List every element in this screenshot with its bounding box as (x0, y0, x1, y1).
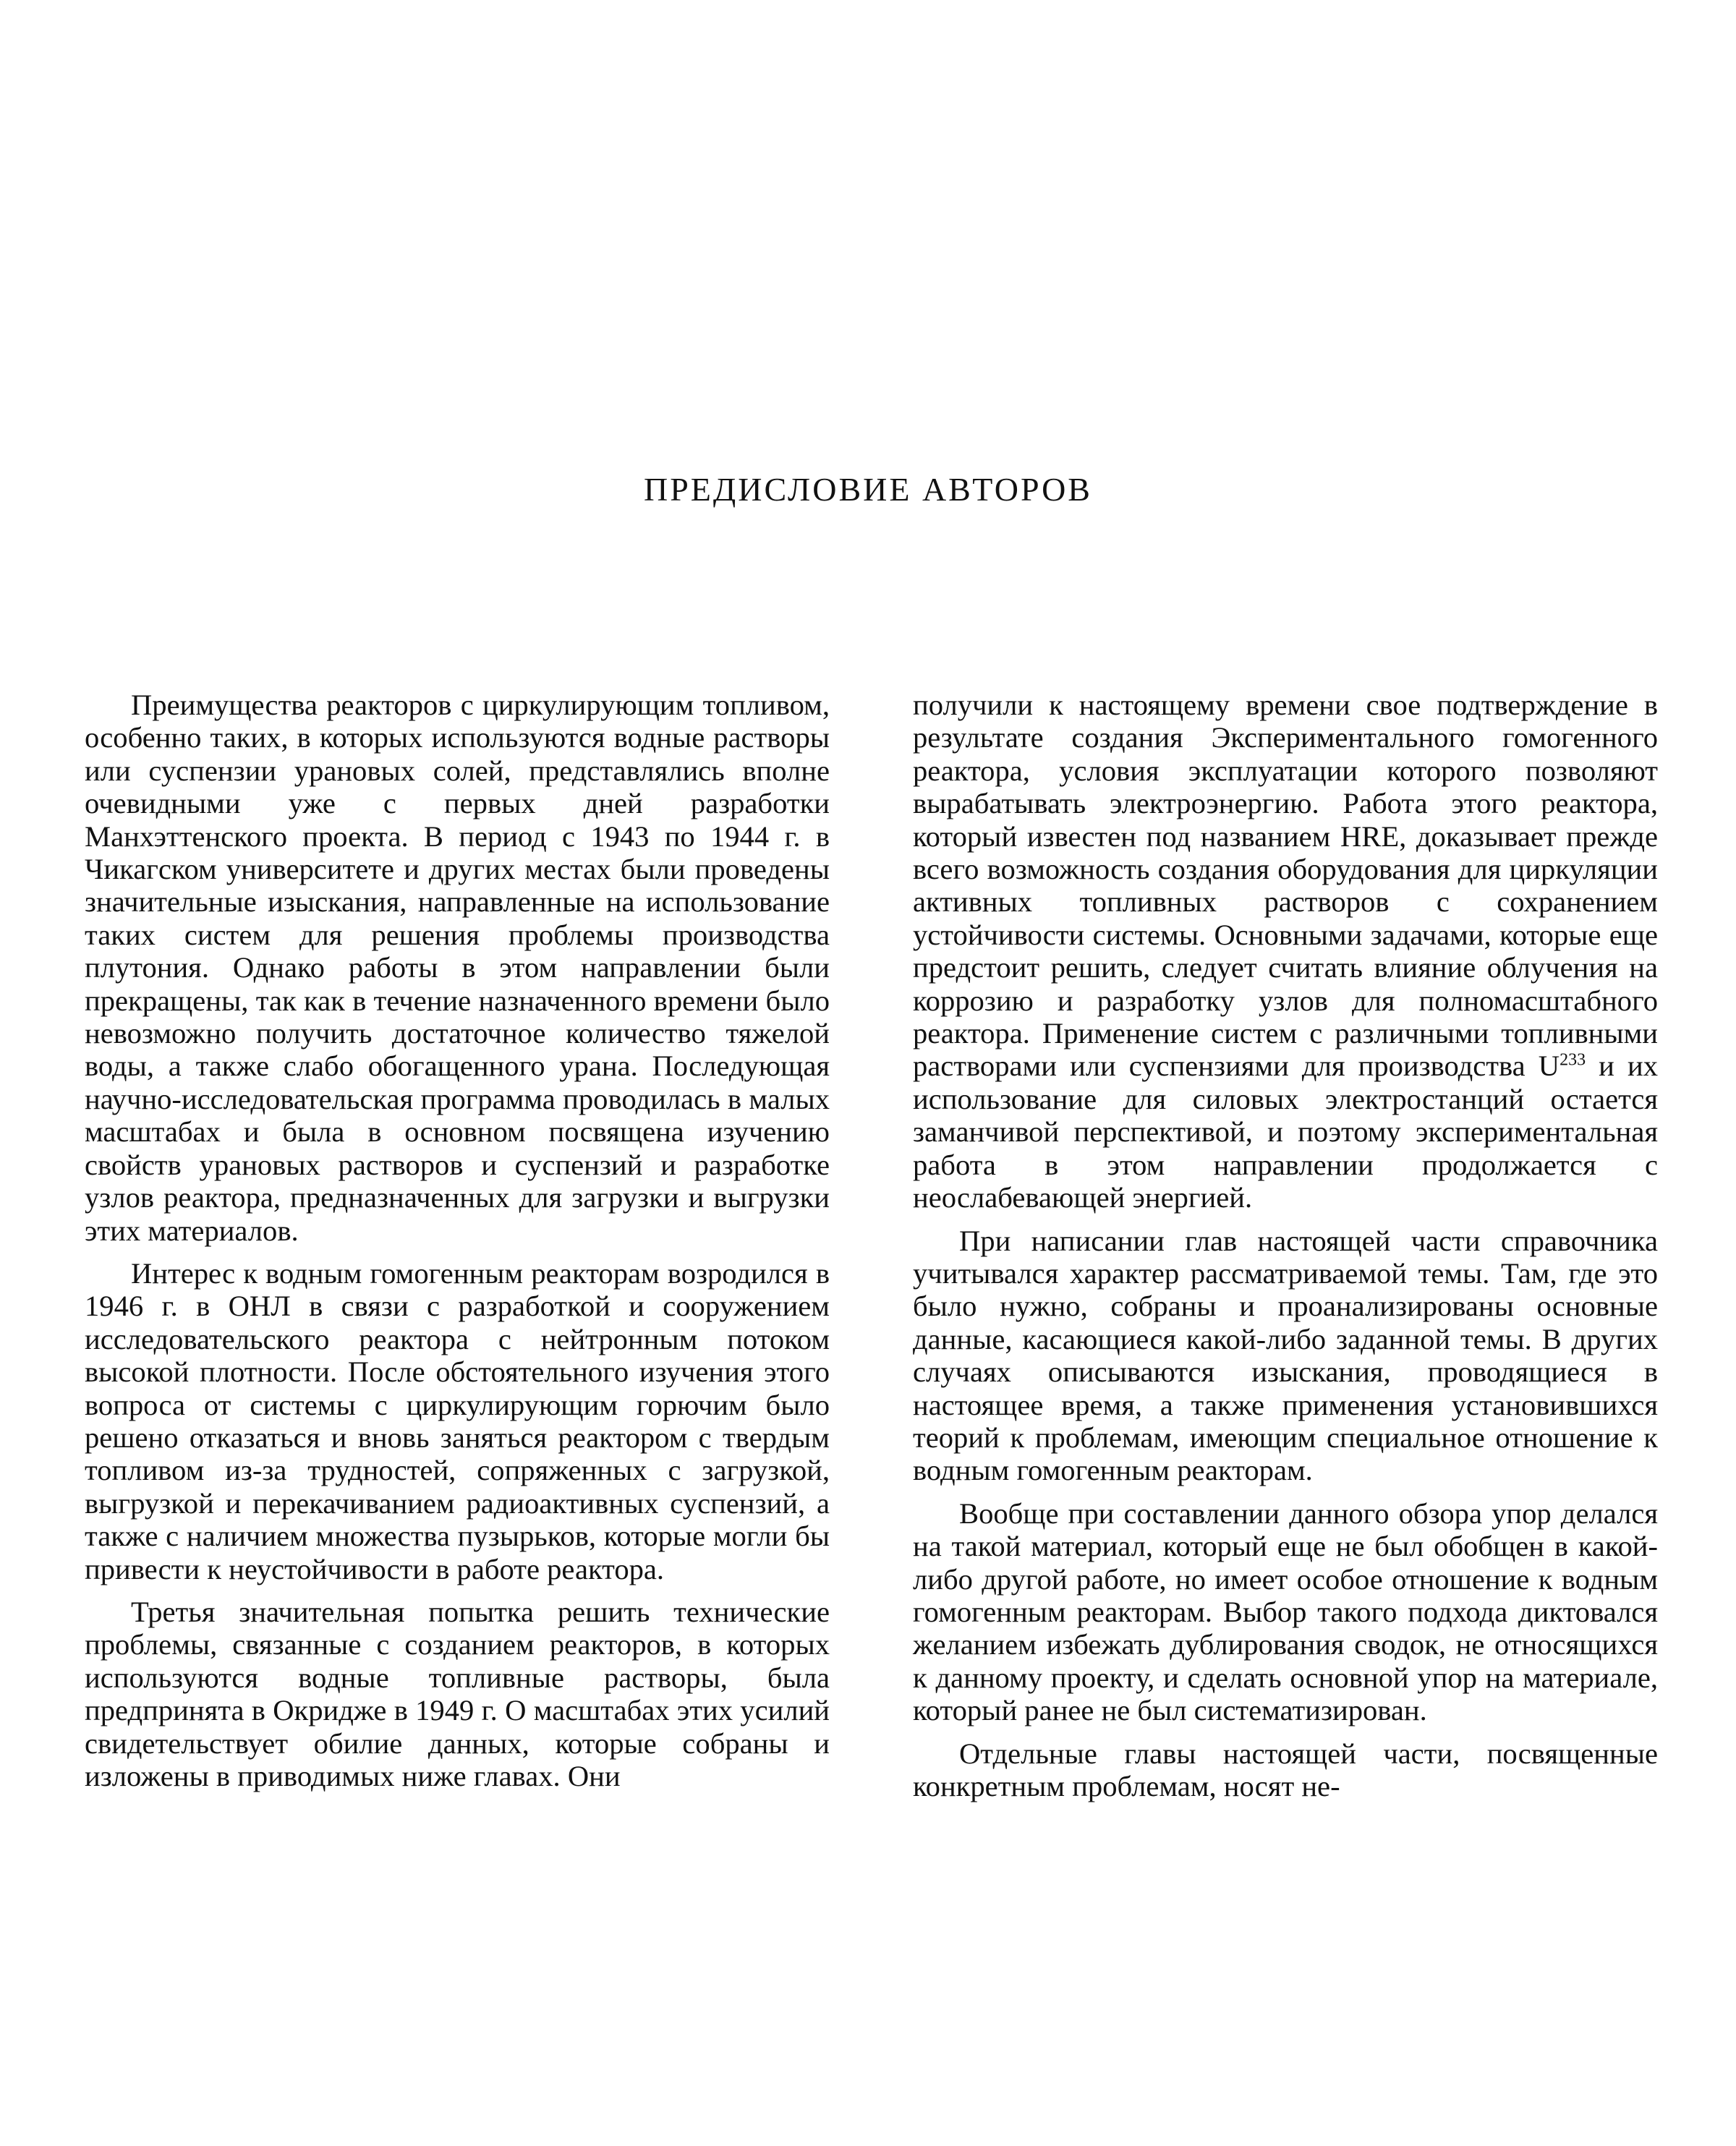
paragraph-text: получили к настоящему времени свое подтверждение в результате создания Экспериментального гомогенного реактора, условия эксплуатации которого позволяют вырабатывать электроэнергию. Работа этого реактора, который известен под названием HRE, доказывает прежде всего возможность создания оборудования для циркуляции активных топливных растворов с сохранением устойчивости системы. Основными задачами, которые еще предстоит решить, следует считать влияние облучения на коррозию и разработку узлов для полномасштабного реактора. Применение систем с различными топливными растворами или суспензиями для производства U (913, 689, 1658, 1083)
paragraph: Отдельные главы настоящей части, посвященные конкретным проблемам, носят не- (913, 1737, 1658, 1802)
right-text-column (913, 689, 1658, 1813)
left-text-column (85, 689, 830, 1802)
paragraph: Вообще при составлении данного обзора упор делался на такой материал, который еще не был обобщен в какой-либо другой работе, но имеет особое отношение к водным гомогенным реакторам. Выбор такого подхода диктовался желанием избежать дублирования сводок, не относящихся к данному проекту, и сделать основной упор на материале, который ранее не был систематизирован. (913, 1496, 1658, 1727)
paragraph: Интерес к водным гомогенным реакторам возродился в 1946 г. в ОНЛ в связи с разработкой и сооружением исследовательского реактора с нейтронным потоком высокой плотности. После обстоятельного изучения этого вопроса от системы с циркулирующим горючим было решено отказаться и вновь заняться реактором с твердым топливом из-за трудностей, сопряженных с загрузкой, выгрузкой и перекачиванием радиоактивных суспензий, а также с наличием множества пузырьков, которые могли бы привести к неустойчивости в работе реактора. (85, 1256, 830, 1585)
isotope-superscript: 233 (1560, 1050, 1586, 1070)
paragraph: Третья значительная попытка решить технические проблемы, связанные с созданием реакторов, в которых используются водные топливные растворы, была предпринята в Окридже в 1949 г. О масштабах этих усилий свидетельствует обилие данных, которые собраны и изложены в приводимых ниже главах. Они (85, 1595, 830, 1792)
paragraph: Преимущества реакторов с циркулирующим топливом, особенно таких, в которых используются водные растворы или суспензии урановых солей, представлялись вполне очевидными уже с первых дней разработки Манхэттенского проекта. В период с 1943 по 1944 г. в Чикагском университете и других местах были проведены значительные изыскания, направленные на использование таких систем для решения проблемы производства плутония. Однако работы в этом направлении были прекращены, так как в течение назначенного времени было невозможно получить достаточное количество тяжелой воды, а также слабо обогащенного урана. Последующая научно-исследовательская программа проводилась в малых масштабах и была в основном посвящена изучению свойств урановых растворов и суспензий и разработке узлов реактора, предназначенных для загрузки и выгрузки этих материалов. (85, 689, 830, 1247)
paragraph-continued (913, 689, 1658, 1214)
paragraph: При написании глав настоящей части справочника учитывался характер рассматриваемой темы. Там, где это было нужно, собраны и проанализированы основные данные, касающиеся какой-либо заданной темы. В других случаях описываются изыскания, проводящиеся в настоящее время, а также применения установившихся теорий к проблемам, имеющим специальное отношение к водным гомогенным реакторам. (913, 1224, 1658, 1487)
page-title: ПРЕДИСЛОВИЕ АВТОРОВ (643, 471, 1092, 508)
paragraph-text: и их использование для силовых электростанций остается заманчивой перспективой, и поэтому экспериментальная работа в этом направлении продолжается с неослабевающей энергией. (913, 1049, 1658, 1214)
